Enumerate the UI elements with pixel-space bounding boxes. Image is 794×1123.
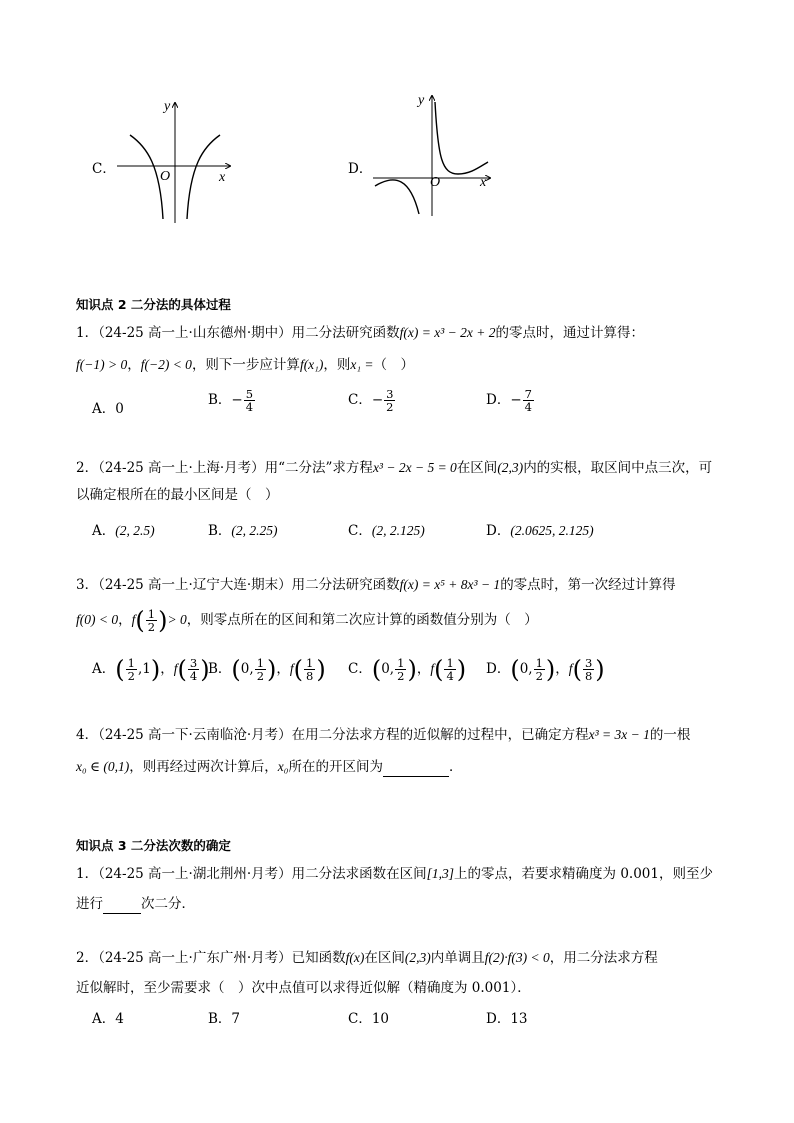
s2-q2-line1: [76, 458, 712, 478]
s3-q2-option-c[interactable]: [348, 1007, 389, 1027]
denominator: 2: [386, 400, 394, 414]
q-text: ，用二分法求方程: [549, 950, 658, 966]
graph-c: [112, 95, 237, 225]
q-formula: f(x) = x⁵ + 8x³ − 1: [399, 577, 501, 592]
q-condition: f(2)·f(3) < 0: [484, 950, 550, 965]
option-label: C．: [348, 661, 372, 677]
q-formula: x³ − 2x − 5 = 0: [372, 460, 457, 475]
graph-d: [370, 88, 500, 218]
option-sign: −: [371, 392, 384, 408]
option-fraction: [523, 388, 534, 413]
option-label: A．: [92, 523, 116, 539]
s2-q4-line2: [76, 757, 462, 777]
q-formula: f: [131, 612, 136, 627]
origin-label: O: [430, 175, 441, 190]
q-condition: f(0) < 0: [76, 612, 119, 627]
option-fraction: [244, 388, 255, 413]
axis-x-label: x: [480, 175, 487, 190]
s3-q2-option-a[interactable]: [92, 1007, 124, 1027]
denominator: 4: [524, 400, 532, 414]
q-text: 3．（24-25 高一上·辽宁大连·期末）用二分法研究函数: [76, 577, 400, 593]
s2-q3-option-b[interactable]: B．(0, $\frac{1}{2}$ )，f( $\frac{1}{8}$ ): [208, 655, 326, 684]
s2-q1-option-d[interactable]: [486, 388, 535, 413]
s3-q1-line1: [76, 864, 713, 884]
s3-q2-line1: [76, 948, 658, 968]
s2-q2-option-d[interactable]: [486, 519, 594, 539]
axis-y-label: y: [164, 99, 171, 114]
q-text: ，则: [323, 357, 351, 373]
s3-q2-option-d[interactable]: [486, 1007, 528, 1027]
q-text: ．: [448, 759, 463, 775]
option-label: C．: [348, 1011, 372, 1027]
s2-q1-line1: [76, 323, 644, 343]
q-text: 2．（24-25 高一上·广东广州·月考）已知函数: [76, 950, 346, 966]
q-text: 2．（24-25 高一上·上海·月考）用“二分法”求方程: [76, 460, 373, 476]
q-text: ，则下一步应计算: [191, 357, 300, 373]
curve-right: [187, 135, 220, 219]
s3-q2-line2: 近似解时，至少需要求（ ）次中点值可以求得近似解（精确度为 0.001）．: [76, 980, 531, 996]
option-label: A．: [92, 1011, 116, 1027]
axis-y-label: y: [418, 93, 425, 108]
s2-q3-line1: [76, 575, 676, 595]
q-formula: f(x): [345, 950, 365, 965]
s2-q3-option-d[interactable]: D．(0, $\frac{1}{2}$ )，f( $\frac{3}{8}$ ): [486, 655, 605, 684]
option-label: D．: [486, 661, 511, 677]
answer-blank[interactable]: [103, 913, 141, 914]
s2-q3-line2: f(0) < 0，f( $\frac{1}{2}$ )> 0，则零点所在的区间和第二次应计算的函数值分别为（ ）: [76, 606, 538, 635]
q-text: 的一根: [649, 727, 691, 743]
s2-q2-line2: 以确定根所在的最小区间是（ ）: [76, 487, 279, 503]
option-fraction: [384, 388, 395, 413]
q-interval: [1,3]: [426, 866, 455, 881]
q-interval: (2,3): [497, 460, 524, 475]
s3-q2-option-b[interactable]: [208, 1007, 240, 1027]
s3-q1-line2: [76, 894, 195, 914]
q-text: （ ）: [373, 357, 415, 373]
q-text: 在区间: [456, 460, 498, 476]
option-value: 7: [231, 1011, 241, 1027]
q-text: 进行: [76, 896, 103, 912]
numerator: 7: [524, 387, 532, 401]
option-value: (2, 2.125): [371, 523, 425, 538]
option-value: 13: [510, 1011, 528, 1027]
curve-right: [435, 102, 488, 174]
origin-label: O: [160, 169, 171, 184]
q-text: ，则再经过两次计算后，: [129, 759, 278, 775]
numerator: 3: [386, 387, 394, 401]
option-value: (2, 2.5): [115, 523, 155, 538]
q-condition: f(−1) > 0: [76, 357, 128, 372]
s2-q1-option-a[interactable]: [92, 397, 124, 417]
q-formula: x₀: [277, 759, 289, 774]
option-label: B．: [208, 392, 232, 408]
q-formula: f(x₁): [299, 357, 324, 372]
option-value: (2.0625, 2.125): [510, 523, 594, 538]
q-formula: x³ = 3x − 1: [588, 727, 650, 742]
option-label: A．: [92, 401, 116, 417]
s2-q2-option-c[interactable]: [348, 519, 425, 539]
option-label: D．: [486, 523, 511, 539]
q-text: 内的实根，取区间中点三次，可: [523, 460, 713, 476]
q-text: 内单调且: [430, 950, 485, 966]
option-label: B．: [208, 1011, 232, 1027]
option-value: 0: [115, 401, 124, 417]
s2-q2-option-b[interactable]: [208, 519, 278, 539]
s2-q2-option-a[interactable]: [92, 519, 155, 539]
s2-q1-option-b[interactable]: [208, 388, 256, 413]
option-d-label: D．: [348, 161, 373, 177]
s2-q3-option-a[interactable]: A．( $\frac{1}{2}$ ,1)，f( $\frac{3}{4}$ ): [92, 655, 210, 684]
q-text: 次二分．: [141, 896, 195, 912]
s2-q1-line2: f(−1) > 0，f(−2) < 0，则下一步应计算f(x₁)，则x₁ =（ ）: [76, 357, 415, 373]
curve-left: [375, 180, 419, 214]
option-value: (2, 2.25): [231, 523, 278, 538]
option-label: D．: [486, 1011, 511, 1027]
option-sign: −: [231, 392, 243, 408]
option-label: D．: [486, 392, 511, 408]
section-title-3: 知识点 3 二分法次数的确定: [76, 838, 231, 853]
option-sign: −: [510, 392, 522, 408]
q-text: 1．（24-25 高一上·山东德州·期中）用二分法研究函数: [76, 325, 400, 341]
s2-q1-option-c[interactable]: [348, 388, 396, 413]
q-text: 在区间: [364, 950, 405, 966]
numerator: 5: [245, 387, 254, 401]
q-text: 所在的开区间为: [288, 759, 383, 775]
option-label: C．: [348, 523, 372, 539]
q-interval: (2,3): [404, 950, 431, 965]
q-text: 的零点时，第一次经过计算得: [500, 577, 676, 593]
option-value: 4: [115, 1011, 124, 1027]
option-label: B．: [208, 523, 232, 539]
option-c-label: C．: [92, 161, 116, 177]
denominator: 4: [245, 400, 254, 414]
option-label: B．: [208, 661, 232, 677]
q-text: 4．（24-25 高一下·云南临沧·月考）在用二分法求方程的近似解的过程中，已确定方程: [76, 727, 589, 743]
q-condition: f(−2) < 0: [140, 357, 192, 372]
s2-q3-option-c[interactable]: C．(0, $\frac{1}{2}$ )，f( $\frac{1}{4}$ ): [348, 655, 467, 684]
q-text: 1．（24-25 高一上·湖北荆州·月考）用二分法求函数在区间: [76, 866, 427, 882]
q-text: 上的零点，若要求精确度为 0.001，则至少: [454, 866, 713, 882]
q-text: ，则零点所在的区间和第二次应计算的函数值分别为（ ）: [186, 612, 538, 628]
q-formula: f(x) = x³ − 2x + 2: [399, 325, 496, 340]
q-text: 的零点时，通过计算得：: [495, 325, 644, 341]
answer-blank[interactable]: [383, 776, 449, 777]
option-value: 10: [371, 1011, 390, 1027]
q-condition: > 0: [167, 612, 187, 627]
q-formula: x₀ ∈ (0,1): [76, 759, 130, 774]
option-label: A．: [92, 661, 116, 677]
s2-q4-line1: [76, 725, 690, 745]
option-label: C．: [348, 392, 372, 408]
axis-x-label: x: [219, 170, 226, 185]
q-formula: x₁ =: [350, 357, 374, 372]
curve-left: [130, 135, 163, 219]
section-title-2: 知识点 2 二分法的具体过程: [76, 297, 231, 312]
